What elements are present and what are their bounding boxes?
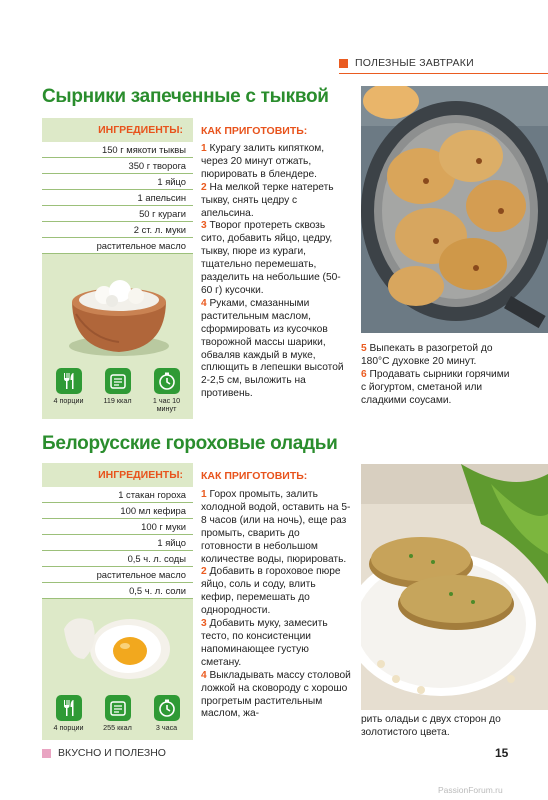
step xyxy=(361,343,511,369)
ingredient-row: 1 яйцо xyxy=(42,174,193,190)
watermark: PassionForum.ru xyxy=(438,785,503,795)
ingredient-row: 0,5 ч. л. соды xyxy=(42,551,193,567)
cutlery-icon xyxy=(56,368,82,394)
step-number: 5 xyxy=(361,343,367,354)
recipe1-ingredients-panel xyxy=(42,118,193,414)
step xyxy=(201,298,351,401)
recipe1-how-label: КАК ПРИГОТОВИТЬ: xyxy=(201,125,308,137)
step-number: 1 xyxy=(201,489,207,500)
recipe2-stats xyxy=(42,691,193,738)
clock-icon xyxy=(154,368,180,394)
cutlery-icon xyxy=(56,695,82,721)
clock-icon xyxy=(154,695,180,721)
section-header xyxy=(339,56,548,70)
recipe1-stats xyxy=(42,364,193,419)
stat-label: 3 часа xyxy=(155,723,178,732)
stat-label: 119 ккал xyxy=(103,396,132,405)
step xyxy=(201,143,351,182)
pea-fritters-photo xyxy=(361,464,548,710)
step-text: На мелкой терке натереть тыкву, снять цедру с апельсина. xyxy=(201,181,334,219)
recipe2-step-continuation: рить оладьи с двух сторон до золотистого цвета. xyxy=(361,714,501,738)
step-text: Добавить муку, замесить тесто, по консистенции напоминающее густую сметану. xyxy=(201,618,328,668)
egg-image xyxy=(42,599,193,691)
ingredient-row: 0,5 ч. л. соли xyxy=(42,583,193,599)
footer-marker xyxy=(42,749,51,758)
recipe2-ingredients-label: ИНГРЕДИЕНТЫ: xyxy=(98,469,183,481)
ingredient-row: 1 яйцо xyxy=(42,535,193,551)
footer xyxy=(42,747,166,759)
step-text: Творог протереть сквозь сито, добавить яйцо, цедру, тыкву, пюре из кураги, тщательно перемешать, разделить на небольшие (50-60 г) кусочки. xyxy=(201,220,341,296)
recipe2-how-label: КАК ПРИГОТОВИТЬ: xyxy=(201,470,308,482)
step-number: 1 xyxy=(201,143,207,154)
ingredient-row: 1 стакан гороха xyxy=(42,487,193,503)
ingredient-row: 350 г творога xyxy=(42,158,193,174)
step-text: Курагу залить кипятком, через 20 минут отжать, пюрировать в блендере. xyxy=(201,143,325,180)
recipe1-ingredients-label: ИНГРЕДИЕНТЫ: xyxy=(98,124,183,136)
recipe2-ingredients-panel xyxy=(42,463,193,740)
stat-label: 4 порции xyxy=(53,396,84,405)
cottage-cheese-bowl-image xyxy=(42,254,193,364)
step-text: Руками, смазанными растительным маслом, сформировать из кусочков творожной массы шарики, обваляв каждый в муке, сплющить в лепешки высотой 2-2,5 см, выложить на противень. xyxy=(201,297,344,400)
step-number: 3 xyxy=(201,220,207,232)
recipe2-steps-col2 xyxy=(361,714,521,740)
step xyxy=(201,489,351,566)
ingredient-row: растительное масло xyxy=(42,238,193,254)
section-marker xyxy=(339,59,348,68)
recipe-stat xyxy=(147,695,187,732)
step xyxy=(201,182,351,221)
recipe-stat xyxy=(49,695,89,732)
header-rule xyxy=(339,73,548,74)
step xyxy=(201,670,351,722)
step xyxy=(361,369,511,408)
footer-section-title: ВКУСНО И ПОЛЕЗНО xyxy=(58,747,166,759)
recipe-stat xyxy=(98,368,138,413)
step-number: 4 xyxy=(201,669,207,681)
step-text: Горох промыть, залить холодной водой, оставить на 5-8 часов (или на ночь), еще раз промыть, сварить до готовности в небольшом количестве воды, пюрировать. xyxy=(201,489,351,565)
step-number: 3 xyxy=(201,618,207,630)
calories-icon xyxy=(105,368,131,394)
step-number: 4 xyxy=(201,297,207,309)
section-title: ПОЛЕЗНЫЕ ЗАВТРАКИ xyxy=(355,57,474,69)
step-number: 2 xyxy=(201,566,207,578)
ingredient-row: 100 г муки xyxy=(42,519,193,535)
stat-label: 4 порции xyxy=(53,723,84,732)
step-number: 6 xyxy=(361,368,367,380)
ingredient-row: 150 г мякоти тыквы xyxy=(42,142,193,158)
ingredient-row: 50 г кураги xyxy=(42,206,193,222)
recipe-stat xyxy=(49,368,89,413)
ingredient-row: 2 ст. л. муки xyxy=(42,222,193,238)
calories-icon xyxy=(105,695,131,721)
step-number: 2 xyxy=(201,181,207,193)
syrniki-pan-photo xyxy=(361,86,548,333)
recipe2-title: Белорусские гороховые оладьи xyxy=(42,433,338,454)
step-text: Добавить в гороховое пюре яйцо, соль и соду, влить кефир, перемешать до однородности. xyxy=(201,566,341,617)
ingredient-row: 100 мл кефира xyxy=(42,503,193,519)
step xyxy=(201,220,351,297)
recipe-stat xyxy=(98,695,138,732)
recipe2-steps-col1 xyxy=(201,489,351,721)
recipe1-steps-col2 xyxy=(361,343,511,408)
stat-label: 1 час 10 минут xyxy=(152,396,181,413)
ingredient-row: 1 апельсин xyxy=(42,190,193,206)
recipe1-title: Сырники запеченные с тыквой xyxy=(42,86,329,107)
recipe-stat xyxy=(147,368,187,413)
step-text: Выкладывать массу столовой ложкой на сковороду с хорошо прогретым растительным маслом, жа- xyxy=(201,669,351,720)
recipe1-steps-col1 xyxy=(201,143,351,401)
page-number: 15 xyxy=(495,746,509,760)
recipe1-ingredients-list xyxy=(42,142,193,254)
stat-label: 255 ккал xyxy=(103,723,132,732)
step-text: Выпекать в разогретой до 180°С духовке 20 минут. xyxy=(361,343,493,367)
ingredient-row: растительное масло xyxy=(42,567,193,583)
step-text: Продавать сырники горячими с йогуртом, сметаной или сладкими соусами. xyxy=(361,368,510,406)
step xyxy=(201,566,351,618)
recipe2-ingredients-list xyxy=(42,487,193,599)
step xyxy=(201,618,351,670)
